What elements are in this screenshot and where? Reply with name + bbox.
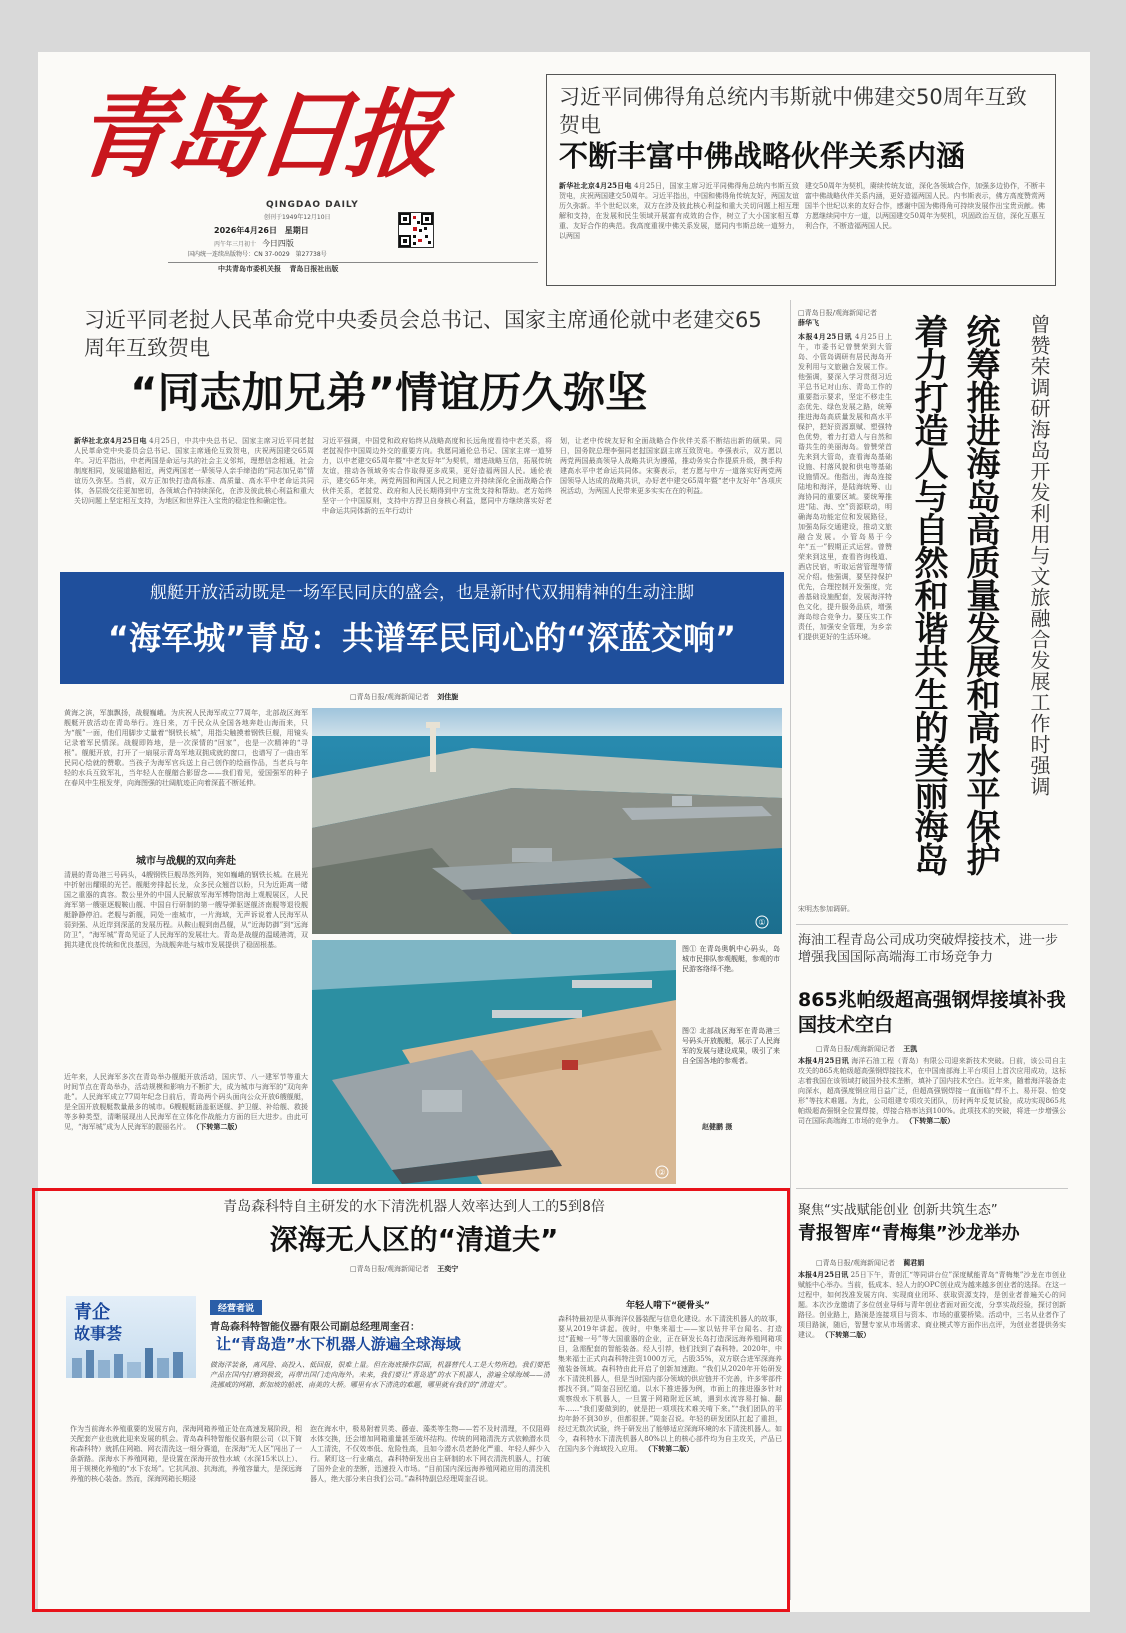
right-byline-text: □青岛日报/观海新闻记者 (798, 309, 877, 317)
navy-photo-2 (312, 940, 676, 1184)
navy-byline-text: □青岛日报/观海新闻记者 (350, 693, 429, 701)
top-story-headline: 不断丰富中佛战略伙伴关系内涵 (559, 139, 966, 173)
story2-body-text: 海洋石油工程（青岛）有限公司迎来新技术突破。日前，该公司自主攻关的865兆帕级超高强钢焊接技术，在中国南部海上平台项目上首次应用成功，这标志着我国在该领域打破国外技术垄断，填补了国内技术空白。近年来，随着海洋装备走向深水，超高强度钢应用日益广泛，但超高强钢焊接一直面临“焊不上、易开裂、怕变形”等技术难题。为此，公司组建专项攻关团队，历时两年反复试验，成功实现865兆帕级超高强钢全位置焊接，焊接合格率达到100%。此项技术的突破，将进一步增强公司在国际高端海工市场的竞争力。 (798, 1057, 1066, 1125)
navy-story-headline: “海军城”青岛：共谱军民同心的“深蓝交响” (107, 619, 737, 657)
navy-subhead: 城市与战舰的双向奔赴 (136, 856, 236, 867)
right-byline (798, 308, 878, 328)
right-headline-2: 着力打造人与自然和谐共生的美丽海岛 (908, 314, 948, 875)
story3-body-text: 25日下午，青创汇“等同讲台位”深度赋能青岛“青梅集”沙龙在市创业赋能中心举办。当前，低成本、轻人力的OPC创业成为越来越多创业者的选择。在这一过程中，如何找准发展方向、实现商业闭环、获取资源支持，是创业者普遍关心的问题。本次沙龙邀请了多位创业导师与青年创业者面对面交流，分享实战经验，探讨创新路径。创业路上，路演是连接项目与资本、市场的重要桥梁。活动中，三名从业者作了项目路演，随后，智慧专家从市场需求、商业模式等方面作出点评，为创业者提供务实建议。 (798, 1271, 1066, 1339)
story3-headline: 青报智库“青梅集”沙龙举办 (798, 1223, 1020, 1244)
feature-headline: 深海无人区的“清道夫” (269, 1223, 559, 1256)
masthead-bottom-rule (168, 262, 538, 263)
issn-text: 国内统一连续出版物号：CN 37-0029 (188, 251, 290, 258)
story2-headline: 865兆帕级超高强钢焊接填补我国技术空白 (798, 989, 1066, 1036)
right-kicker-vertical: 曾赞荣调研海岛开发利用与文旅融合发展工作时强调 (1027, 314, 1051, 797)
publisher-text: 青岛日报社出版 (289, 265, 339, 273)
right-divider-1 (796, 924, 1068, 925)
navy-reporter: 刘佳旎 (437, 693, 459, 701)
lunar-line (214, 238, 294, 249)
feature-more[interactable]: （下转第二版） (644, 1444, 694, 1453)
feature-byline (350, 1264, 458, 1274)
feature-body-right-text: 森科特最初是从事海洋仪器装配与信息化建设。水下清洗机器人的故事，要从2019年讲起。彼时，中集来福士——家以钻井平台闻名、打造过“蓝鲸一号”等大国重器的企业，正在研发长岛打造深远海养殖网箱项目，急需配套的智能装备。经人引荐，他们找到了森科特。2020年，中集来福士正式向森科特注资1000万元，占股35%，双方联合进军深海养殖装备领域。森科特由此开启了创新加速跑。“我们从2020年开始研发水下清洗机器人，但是当时国内部分领域的供应链并不完善，许多零部件都找不到。”周奎召回忆道。以水下推进器为例，市面上的推进器多针对观察级水下机器人，一旦置于网箱附近区域，遇到水流容易打偏、翻车……“我们要做到的，就是把一项项技术难关啃下来。”“我们团队的平均年龄不到30岁，但都很拼。”周奎召说。年轻的研发团队扛起了重担，经过无数次试验，终于研发出了能够适应深海环境的水下清洗机器人。如今，森科特水下清洗机器人80%以上的核心部件均为自主攻关，产品已在国内多个海域投入应用。 (558, 1315, 782, 1453)
sponsor-line (218, 264, 338, 274)
top-story-dateline: 新华社北京4月25日电 (559, 181, 632, 190)
story2-reporter: 王凯 (903, 1045, 918, 1053)
feature-subhead-right: 年轻人啃下“硬骨头” (626, 1301, 710, 1311)
date-text: 2026年4月26日 (214, 226, 277, 235)
story3-kicker: 聚焦“实战赋能创业 创新共筑生态” (798, 1203, 998, 1218)
qingqi-logo-line2: 故事荟 (74, 1324, 123, 1343)
badge-operator: 经营者说 (210, 1300, 262, 1315)
interview-quote: 做海洋装备，离风险、高投入、低回报，很难上量。但在海底操作层面，机器替代人工是大势所趋。我们要把产品在国内打磨到极致，再带出国门走向海外。未来，我们要让“青岛造”的水下机器人，游遍全球海域——清洗挪威的网箱、新加坡的船底、南美的大桥。哪里有水下清洗的难题，哪里就有我们的“清道夫”。 (210, 1361, 550, 1389)
story2-byline (816, 1044, 917, 1054)
navy-body-3-text: 近年来，人民海军多次在青岛举办舰艇开放活动，国庆节、八一建军节等重大时间节点在青岛举办，活动规模和影响力不断扩大，成为城市与海军的“双向奔赴”。人民海军成立77周年纪念日前后，青岛两个码头面向公众开放6艘舰艇，是全国开放舰艇数量最多的城市。6艘舰艇涵盖驱逐舰、护卫舰、补给舰、救援等多种类型，清晰展现出人民海军在立体化作战能力方面的巨大进步。由此可见，“海军城”成为人民海军的靓丽名片。 (64, 1073, 308, 1131)
right-footer: 宋明杰参加调研。 (798, 905, 854, 913)
feature-body-right (558, 1314, 782, 1602)
navy-body-2: 清晨的青岛港三号码头，4艘钢铁巨舰昂然列阵，宛如巍峨的钢铁长城。在晨光中折射出耀眼的光芒。舰艇旁排起长龙，众多民众翘首以盼，只为近距离一睹国之重器的真容。数公里外的中国人民解放军海军博物馆海上观舰展区，人民海军第一艘驱逐舰鞍山舰、中国自行研制的第一艘导弹驱逐舰济南舰等退役舰艇静静停泊。老舰与新舰，同处一座城市，一片海域，无声诉说着人民海军从弱到强、从近岸到深蓝的发展历程。从鞍山舰到南昌舰，从“近海防御”到“远海防卫”，“海军城”青岛见证了人民海军的发展壮大。青岛是战舰的温暖港湾，双拥共建优良传统和优良基因，为战舰奔赴与城市发展提供了稳固根基。 (64, 871, 308, 949)
right-body (798, 332, 892, 900)
top-story-text-left: 4月25日，国家主席习近平同佛得角总统内韦斯互致贺电，庆祝两国建交50周年。习近平指出，中国和佛得角传统友好，两国友谊历久弥新。半个世纪以来，双方在涉及彼此核心利益和重大关切问题上相互理解和支持，在发展和民生领域开展富有成效的合作，树立了大小国家相互尊重、友好合作的典范。我高度重视中佛关系发展，愿同内韦斯总统一道努力，以两国 (559, 182, 799, 240)
issue-number: 第27738号 (295, 251, 327, 258)
navy-body-1: 黄海之滨，军旗飘扬，战舰巍峨。为庆祝人民海军成立77周年，北部战区海军舰艇开放活动在青岛举行。连日来，万千民众从全国各地奔赴山海而来，只为“舰”一面，他们用脚步丈量着“钢铁长城”，用指尖触摸着钢铁巨舰，用镜头记录着军民情深。战舰即阵地，是一次深情的“回家”，也是一次精神的“寻根”。舰艇开放，打开了一扇展示青岛军地双拥成就的窗口，也谱写了一曲由军民同心绘就的赞歌。当孩子为海军官兵送上自己创作的绘画作品，当老兵与年轻的水兵互致军礼，当年轻人在舰艏合影留念——我们看见，爱国强军的种子在春风中生根发芽，向海图强的壮阔航迹正向着深蓝不断延伸。 (64, 709, 308, 787)
story3-dateline: 本报4月25日讯 (798, 1270, 849, 1279)
newspaper-page (38, 52, 1090, 1612)
story3-more[interactable]: （下转第二版） (821, 1330, 871, 1339)
photo-caption-2: 图② 北部战区海军在青岛港三号码头开放舰艇，展示了人民海军的发展与建设成果，吸引了来自全国各地的参观者。 (682, 1027, 780, 1065)
story3-reporter: 蔺君娟 (903, 1259, 925, 1267)
founded-date: 创刊于1949年12月10日 (264, 214, 331, 221)
lunar-text: 丙午年三月初十 (214, 241, 257, 248)
masthead-logo: 青岛日报 (70, 78, 442, 191)
photo-1-number: ① (758, 918, 766, 927)
right-headline-1: 统筹推进海岛高质量发展和高水平保护 (960, 314, 1000, 875)
right-body-text: 4月25日上午，市委书记曾赞荣到大管岛、小管岛调研有居民海岛开发利用与文旅融合发展工作。他强调，要深入学习贯彻习近平总书记对山东、青岛工作的重要指示要求，坚定不移走生态优先、绿色发展之路，统筹推进海岛高质量发展和高水平保护，把好资源禀赋、塑强特色优势，着力打造人与自然和谐共生的美丽海岛。曾赞荣首先来到大管岛，查看海岛基础设施、村落风貌和供电等基础设施情况。他指出，海岛连接陆地和海洋，是陆海统筹、山海协同的重要区域。要统筹推进“陆、海、空”资源联动，明确海岛功能定位和发展路径，加强岛际交通建设，推动文旅融合发展。小管岛易于今年“五一”假期正式运营。曾赞荣来到这里，查看咨询栈道、酒店民宿，听取运营管理等情况介绍。他强调，要坚持保护优先，合理控制开发强度，完善基础设施配套，发展海洋特色文化，提升服务品质，增强海岛综合竞争力。要压实工作责任，加强安全管理，为乡亲们提供更好的生活环境。 (798, 333, 892, 641)
story3-byline (816, 1258, 924, 1268)
interview-title: 青岛森科特智能仪器有限公司副总经理周奎召： (210, 1322, 420, 1333)
weekday-text: 星期日 (284, 226, 309, 235)
navy-banner (60, 572, 784, 684)
qr-code[interactable] (398, 212, 434, 248)
navy-photo-1 (312, 708, 782, 934)
issue-date (214, 225, 309, 236)
top-story-body-left (559, 181, 799, 279)
lead-story-dateline: 新华社北京4月25日电 (74, 436, 147, 445)
navy-more[interactable]: （下转第二版） (192, 1122, 242, 1131)
story3-body (798, 1270, 1066, 1400)
right-reporter: 薛华飞 (798, 319, 819, 327)
story2-byline-text: □青岛日报/观海新闻记者 (816, 1045, 895, 1053)
story3-byline-text: □青岛日报/观海新闻记者 (816, 1259, 895, 1267)
photo-caption-1: 图① 在青岛奥帆中心码头，岛城市民排队参观舰艇，参观的市民游客络绎不绝。 (682, 945, 780, 973)
lead-story-kicker: 习近平同老挝人民革命党中央委员会总书记、国家主席通伦就中老建交65周年互致贺电 (84, 308, 762, 360)
photo-credit: 赵健鹏 摄 (702, 1123, 733, 1131)
right-divider-2 (796, 1188, 1068, 1189)
right-column-divider (790, 300, 791, 1600)
english-name: QINGDAO DAILY (266, 200, 359, 210)
top-story-box (546, 74, 1056, 286)
story2-kicker: 海油工程青岛公司成功突破焊接技术，进一步增强我国国际高端海工市场竞争力 (798, 933, 1059, 965)
qingqi-logo (66, 1296, 196, 1378)
right-dateline: 本报4月25日讯 (798, 332, 853, 341)
feature-body-mid: 泡在海水中，极易附着贝类、藤壶、藻类等生物——若不及时清理，不仅阻碍水体交换，还会增加网箱重量甚至破坏结构。传统的网箱清洗方式依赖潜水员人工清洗，不仅效率低、危险性高，且如今潜水员老龄化严重、年轻人鲜少入行。紧盯这一行业痛点，森科特研发出自主研制的水下网衣清洗机器人，打破了国外企业的垄断，迅速投入市场。“目前国内深远海养殖网箱应用的清洗机器人，绝大部分来自我们公司。”森科特副总经理周奎召说。 (310, 1425, 550, 1483)
feature-reporter: 王奕宁 (437, 1265, 459, 1273)
qingqi-logo-line1: 青企 (74, 1302, 110, 1323)
lead-story-col3: 划，让老中传统友好和全面战略合作伙伴关系不断结出新的硕果。同日，国务院总理李强同老挝国家副主席互致贺电。李强表示，双方愿以两党两国最高领导人战略共识为遵循，推动务实合作提质升级，携手构建高水平中老命运共同体。宋赛表示，老方愿与中方一道落实好两党两国领导人达成的战略共识，办好老中建交65周年暨“老中友好年”各项庆祝活动，为两国人民带来更多实实在在的利益。 (560, 437, 782, 495)
feature-kicker: 青岛森科特自主研发的水下清洗机器人效率达到人工的5到8倍 (223, 1199, 605, 1215)
masthead (38, 52, 538, 262)
story2-body (798, 1056, 1066, 1186)
sponsor-text: 中共青岛市委机关报 (218, 265, 281, 273)
lead-story-col2: 习近平强调，中国党和政府始终从战略高度和长远角度看待中老关系，将老挝视作中国周边外交的重要方向。我愿同通伦总书记、国家主席一道努力，以中老建交65周年暨“中老友好年”为契机，增进战略互信，拓展传统友谊，推动各领域务实合作取得更多成果，更好造福两国人民。通伦表示，建交65年来，两党两国和两国人民之间建立并持续深化全面战略合作伙伴关系，老挝党、政府和人民长期得到中方宝贵支持和帮助。老方始终坚守一个中国原则，支持中方捍卫自身核心利益，愿同中方继续落实好老中命运共同体新的五年行动计 (322, 437, 552, 515)
photo-2-number: ② (658, 1168, 666, 1177)
feature-body-left: 作为当前海水养殖重要的发展方向，深海网箱养殖正处在高速发展阶段，相关配套产业也就此迎来发展的机会。青岛森科特智能仪器有限公司（以下简称森科特）就抓住网箱、网衣清洗这一细分赛道，在深海“无人区”闯出了一条新路。深海水下养殖网箱，是设置在深海开放性水域（水深15米以上）、用于规模化养殖的“水下农场”。它抗风浪、抗海流，养殖容量大，是深远海养殖的核心装备。然而，深海网箱长期浸 (70, 1425, 302, 1483)
feature-byline-text: □青岛日报/观海新闻记者 (350, 1265, 429, 1273)
navy-story-kicker: 舰艇开放活动既是一场军民同庆的盛会，也是新时代双拥精神的生动注脚 (150, 583, 694, 603)
navy-byline (350, 692, 458, 702)
interview-headline: 让“青岛造”水下机器人游遍全球海域 (216, 1335, 461, 1353)
lead-story-headline: “同志加兄弟”情谊历久弥坚 (130, 368, 648, 417)
navy-body-3 (64, 1072, 308, 1184)
story2-dateline: 本报4月25日讯 (798, 1056, 849, 1065)
story2-more[interactable]: （下转第二版） (905, 1116, 955, 1125)
pages-text: 今日四版 (261, 239, 294, 248)
top-story-kicker: 习近平同佛得角总统内韦斯就中佛建交50周年互致贺电 (559, 85, 1027, 137)
lead-story-col1 (74, 436, 314, 556)
issn-line (188, 249, 327, 258)
top-story-body-right: 建交50周年为契机，赓续传统友谊，深化各领域合作，加强多边协作，不断丰富中佛战略伙伴关系内涵，更好造福两国人民。内韦斯表示，佛方高度赞赏两国半个世纪以来的友好合作，感谢中国为佛得角可持续发展作出宝贵贡献。佛方愿继续同中方一道，以两国建交50周年为契机，巩固政治互信，深化互惠互利合作，不断造福两国人民。 (805, 182, 1045, 230)
lead-story-col1-text: 4月25日，中共中央总书记、国家主席习近平同老挝人民革命党中央委员会总书记、国家主席通伦互致贺电，庆祝两国建交65周年。习近平指出，中老两国是命运与共的社会主义邻邦，理想信念相通，社会制度相同，发展道路相近，两党两国老一辈领导人亲手缔造的“同志加兄弟”情谊历久弥坚。当前，双方正加快打造高标准、高质量、高水平中老命运共同体，各层级交往更加密切，各领域合作持续深化，在涉及彼此核心利益和重大关切问题上坚定相互支持，为地区和世界注入宝贵的稳定性和确定性。 (74, 437, 314, 505)
